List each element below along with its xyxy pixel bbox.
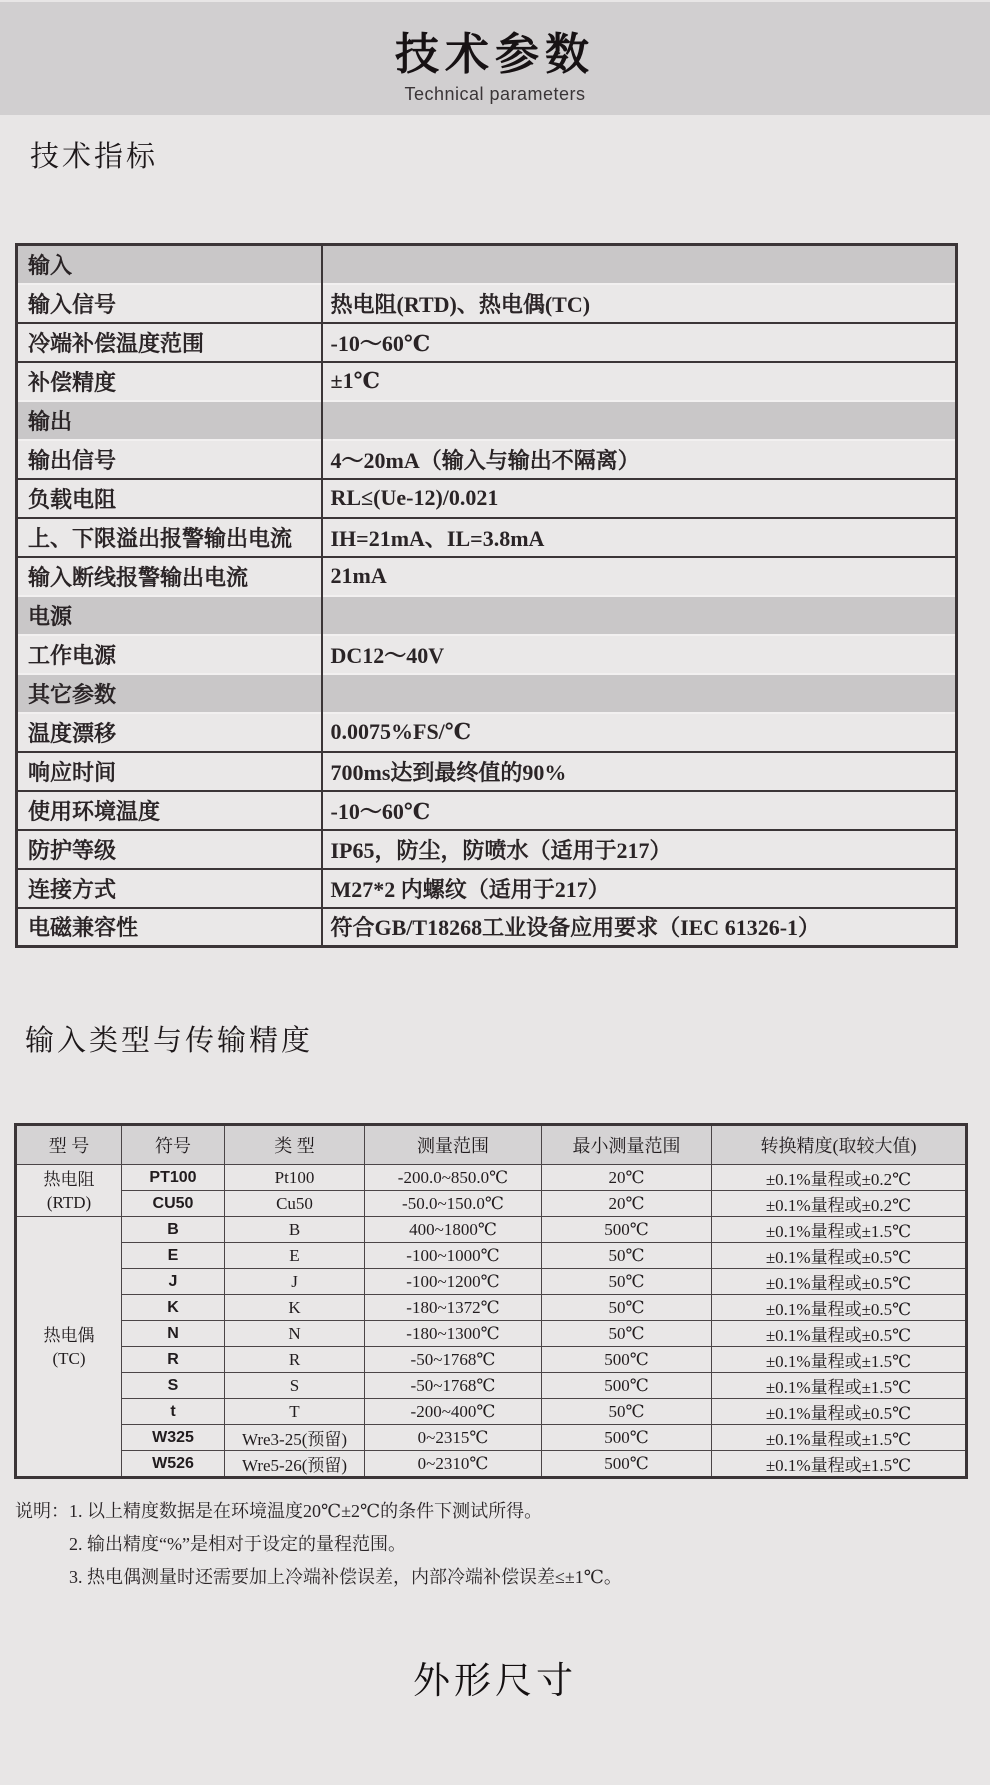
cell-type: Pt100	[225, 1165, 365, 1191]
cell-accuracy: ±0.1%量程或±0.5℃	[712, 1399, 967, 1425]
cell-symbol: K	[122, 1295, 225, 1321]
cell-symbol: t	[122, 1399, 225, 1425]
accuracy-section-title: 输入类型与传输精度	[25, 1025, 314, 1057]
specs-section-title: 技术指标	[30, 141, 159, 173]
cell-range: -50~1768℃	[365, 1373, 542, 1399]
cell-min-range: 50℃	[542, 1321, 712, 1347]
spec-row	[17, 557, 957, 596]
accuracy-row	[16, 1269, 967, 1295]
spec-section-row	[17, 596, 957, 635]
col-header-range: 测量范围	[365, 1125, 542, 1165]
cell-symbol: R	[122, 1347, 225, 1373]
spec-label: 连接方式	[28, 876, 117, 902]
cell-type: E	[225, 1243, 365, 1269]
cell-symbol: N	[122, 1321, 225, 1347]
spec-section-label: 输入	[28, 252, 73, 278]
cell-type: B	[225, 1217, 365, 1243]
cell-type: K	[225, 1295, 365, 1321]
cell-type: Cu50	[225, 1191, 365, 1217]
cell-range: -50~1768℃	[365, 1347, 542, 1373]
spec-value: 符合GB/T18268工业设备应用要求（IEC 61326-1）	[322, 908, 957, 947]
spec-value: IH=21mA、IL=3.8mA	[322, 518, 957, 557]
spec-value: 4～20mA（输入与输出不隔离）	[322, 440, 957, 479]
cell-min-range: 20℃	[542, 1191, 712, 1217]
cell-min-range: 500℃	[542, 1347, 712, 1373]
spec-row	[17, 791, 957, 830]
cell-range: -100~1000℃	[365, 1243, 542, 1269]
col-header-type: 类 型	[225, 1125, 365, 1165]
spec-label: 工作电源	[28, 642, 117, 668]
spec-label: 补偿精度	[28, 369, 117, 395]
spec-row	[17, 908, 957, 947]
cell-accuracy: ±0.1%量程或±0.2℃	[712, 1165, 967, 1191]
spec-label: 防护等级	[28, 837, 117, 863]
cell-range: -200.0~850.0℃	[365, 1165, 542, 1191]
model-group-tc: 热电偶 (TC)	[16, 1217, 122, 1478]
spec-value: 0.0075%FS/℃	[322, 713, 957, 752]
model-group-rtd: 热电阻 (RTD)	[16, 1165, 122, 1217]
accuracy-row	[16, 1399, 967, 1425]
spec-value: -10～60℃	[322, 323, 957, 362]
accuracy-row	[16, 1347, 967, 1373]
cell-accuracy: ±0.1%量程或±0.2℃	[712, 1191, 967, 1217]
spec-section-label: 电源	[28, 603, 73, 629]
cell-range: -180~1300℃	[365, 1321, 542, 1347]
spec-label: 上、下限溢出报警输出电流	[28, 525, 293, 551]
accuracy-row	[16, 1373, 967, 1399]
cell-min-range: 500℃	[542, 1217, 712, 1243]
spec-table	[15, 243, 958, 948]
cell-symbol: E	[122, 1243, 225, 1269]
cell-symbol: PT100	[122, 1165, 225, 1191]
spec-value: 700ms达到最终值的90%	[322, 752, 957, 791]
accuracy-row	[16, 1217, 967, 1243]
spec-label: 负载电阻	[28, 486, 117, 512]
cell-symbol: B	[122, 1217, 225, 1243]
spec-value: 21mA	[322, 557, 957, 596]
cell-accuracy: ±0.1%量程或±1.5℃	[712, 1347, 967, 1373]
col-header-min-range: 最小测量范围	[542, 1125, 712, 1165]
note-line: 1. 以上精度数据是在环境温度20℃±2℃的条件下测试所得。	[69, 1501, 543, 1521]
accuracy-row	[16, 1295, 967, 1321]
accuracy-row	[16, 1243, 967, 1269]
spec-value: 热电阻(RTD)、热电偶(TC)	[322, 284, 957, 323]
cell-min-range: 50℃	[542, 1243, 712, 1269]
cell-type: Wre3-25(预留)	[225, 1425, 365, 1451]
accuracy-table	[14, 1123, 968, 1479]
spec-label: 冷端补偿温度范围	[28, 330, 205, 356]
cell-range: -50.0~150.0℃	[365, 1191, 542, 1217]
cell-type: J	[225, 1269, 365, 1295]
cell-symbol: W526	[122, 1451, 225, 1478]
notes-block	[15, 1495, 622, 1594]
spec-value: M27*2 内螺纹（适用于217）	[322, 869, 957, 908]
cell-accuracy: ±0.1%量程或±1.5℃	[712, 1425, 967, 1451]
cell-range: -200~400℃	[365, 1399, 542, 1425]
cell-min-range: 500℃	[542, 1425, 712, 1451]
cell-accuracy: ±0.1%量程或±1.5℃	[712, 1451, 967, 1478]
cell-min-range: 500℃	[542, 1373, 712, 1399]
spec-value: RL≤(Ue-12)/0.021	[322, 479, 957, 518]
cell-symbol: W325	[122, 1425, 225, 1451]
spec-value: DC12～40V	[322, 635, 957, 674]
spec-row	[17, 284, 957, 323]
cell-accuracy: ±0.1%量程或±0.5℃	[712, 1321, 967, 1347]
cell-range: -100~1200℃	[365, 1269, 542, 1295]
accuracy-row	[16, 1191, 967, 1217]
note-line: 2. 输出精度“%”是相对于设定的量程范围。	[69, 1534, 406, 1554]
page-title: 技术参数	[395, 30, 595, 79]
cell-type: R	[225, 1347, 365, 1373]
cell-accuracy: ±0.1%量程或±0.5℃	[712, 1243, 967, 1269]
spec-row	[17, 479, 957, 518]
spec-label: 输入断线报警输出电流	[28, 564, 249, 590]
spec-section-row	[17, 245, 957, 284]
spec-label: 电磁兼容性	[28, 915, 139, 941]
spec-row	[17, 362, 957, 401]
cell-min-range: 50℃	[542, 1269, 712, 1295]
cell-min-range: 20℃	[542, 1165, 712, 1191]
spec-label: 响应时间	[28, 759, 117, 785]
cell-symbol: CU50	[122, 1191, 225, 1217]
spec-section-row	[17, 674, 957, 713]
cell-range: 0~2315℃	[365, 1425, 542, 1451]
spec-row	[17, 635, 957, 674]
spec-row	[17, 518, 957, 557]
accuracy-row	[16, 1165, 967, 1191]
spec-row	[17, 713, 957, 752]
accuracy-row	[16, 1451, 967, 1478]
spec-row	[17, 830, 957, 869]
cell-type: T	[225, 1399, 365, 1425]
col-header-accuracy: 转换精度(取较大值)	[712, 1125, 967, 1165]
spec-section-row	[17, 401, 957, 440]
spec-label: 输出信号	[28, 447, 117, 473]
accuracy-row	[16, 1425, 967, 1451]
dimensions-title: 外形尺寸	[413, 1660, 577, 1701]
spec-label: 使用环境温度	[28, 798, 161, 824]
spec-section-label: 输出	[28, 408, 73, 434]
spec-label: 温度漂移	[28, 720, 117, 746]
spec-label: 输入信号	[28, 291, 117, 317]
cell-symbol: J	[122, 1269, 225, 1295]
cell-accuracy: ±0.1%量程或±1.5℃	[712, 1217, 967, 1243]
spec-row	[17, 323, 957, 362]
note-line: 3. 热电偶测量时还需要加上冷端补偿误差，内部冷端补偿误差≤±1℃。	[69, 1567, 622, 1587]
cell-accuracy: ±0.1%量程或±1.5℃	[712, 1373, 967, 1399]
page-subtitle: Technical parameters	[404, 84, 586, 104]
spec-value: ±1℃	[322, 362, 957, 401]
cell-type: Wre5-26(预留)	[225, 1451, 365, 1478]
col-header-model: 型 号	[16, 1125, 122, 1165]
accuracy-header-row	[16, 1125, 967, 1165]
spec-row	[17, 869, 957, 908]
accuracy-row	[16, 1321, 967, 1347]
cell-range: -180~1372℃	[365, 1295, 542, 1321]
cell-min-range: 50℃	[542, 1399, 712, 1425]
page-banner	[0, 2, 990, 115]
cell-accuracy: ±0.1%量程或±0.5℃	[712, 1295, 967, 1321]
spec-section-label: 其它参数	[28, 681, 117, 707]
spec-value: IP65，防尘，防喷水（适用于217）	[322, 830, 957, 869]
notes-prefix: 说明：	[15, 1501, 69, 1521]
cell-accuracy: ±0.1%量程或±0.5℃	[712, 1269, 967, 1295]
cell-type: N	[225, 1321, 365, 1347]
cell-type: S	[225, 1373, 365, 1399]
cell-min-range: 50℃	[542, 1295, 712, 1321]
spec-value: -10～60℃	[322, 791, 957, 830]
spec-row	[17, 440, 957, 479]
cell-range: 400~1800℃	[365, 1217, 542, 1243]
col-header-symbol: 符号	[122, 1125, 225, 1165]
cell-range: 0~2310℃	[365, 1451, 542, 1478]
cell-min-range: 500℃	[542, 1451, 712, 1478]
spec-row	[17, 752, 957, 791]
cell-symbol: S	[122, 1373, 225, 1399]
